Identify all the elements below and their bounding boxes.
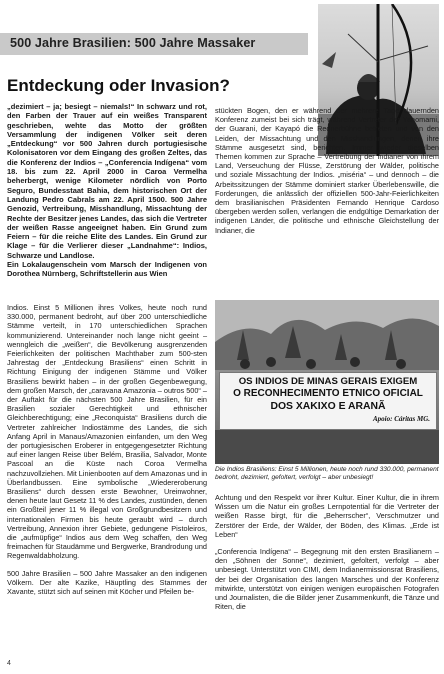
article-lead [7,102,207,279]
lead-paragraph: „dezimiert – ja; besiegt – niemals!“ In schwarz und rot, den Farben der Trauer auf ein weißes Transparent geschrieben, wehte das Motto der größten Versammlung der indigenen Völker seit deren „Entdeckung“ vor 500 Jahren durch portugiesische Kolonisatoren vor dem Eingang des großen Zeltes, das die Konferenz der Indios – „Conferencia Indígena“ vom 18. bis zum 22. April 2000 in Caroa Vermelha beherbergt, wenige Kilometer nördlich von Porto Seguro, Bundesstaat Bahia, dem historischen Ort der Landung Pedro Cabrals am 22. April 1500. 500 Jahre Genozid, Vertreibung, Misshandlung, Missachtung der Rechte der Besitzer jenes Landes, das sich die Vertreter der weißen Rasse angeeignet haben. Ein Grund zum Feiern – für die reiche Elite des Landes. Ein Grund zur Klage – für die Verlierer dieser „Landnahme“: Indios, Schwarze und Landlose. [7,102,207,260]
left-body-paragraph-1: Indios. Einst 5 Millionen ihres Volkes, heute noch rund 330.000, permanent bedroht, auf über 200 unterschiedliche Stämme verteilt, in 170 unterschiedlichen Sprachen kommunizierend. Untereinander noch lange nicht geeint – wenngleich die „weißen“, die Bevölkerung ausgrenzenden Feierlichkeiten der politischen Machthaber zum 500-sten Jahrestag der „Entdeckung Brasiliens“ einen Schritt in Richtung Einigung der indigenen Stämme und Völker Brasiliens bewirkt haben – in der großen Gegenbewegung, dem großen Marsch, der „caravana Amazonia – outros 500“ – der Auftakt für die nächsten 500 Jahre Brasilien, für ein Brasilien sozialer Gerechtigkeit und ethnischer Gleichberechtigung; eine „Reconquista“ Brasiliens durch die Vertreter zahlreicher Indiostämme des Landes, die sich Anfang April in Manaus/Amazonien einfanden, um den Weg der portugiesischen Eroberer in entgegengesetzter Richtung auf einer langen Reise über Belém, Brasilia, Salvador, Monte Pascoal an die Küste nach Coroa Vermelha nachzuvollziehen. Mit Linienbooten auf dem Amazonas und in Überlandbussen. Eine symbolische „Wiedereroberung Brasiliens“ durch dessen erste Bewohner, Ureinwohner, denen heute laut Gesetz 11 % des Landes, zustünden, denen ein Großteil jener 11 % illegal von Großgrundbesitzern und internationalen Firmen bis heute geraubt wird – durch Vertreibung, Annexion ihrer Gebiete, gedungene Pistoleiros, die „aufmüpfige“ Indios aus dem Weg schaffen, den Weg freimachen für Staudämme und Bergwerke, Brandrodung und Regenwaldabholzung. [7,303,207,561]
section-header-band [0,33,308,55]
left-column-body [7,303,207,596]
right-column-top [215,106,439,235]
photo-caption: Die Indios Brasiliens: Einst 5 Millionen, heute noch rund 330.000, permanent bedroht, dezimiert, gefoltert, verfolgt – aber unbesiegt! [215,466,439,482]
protest-banner-photo [215,300,439,464]
right-top-paragraph: stückten Bogen, den er während der mehrere Tage dauernden Konferenz zumeist bei sich trägt, während Vertreter der Yanomami, der Guarani, der Kayapó die Rednerbühne betreten und von den Leiden, der Missachtung und den Misshandlungen, denen ihre Stämme ausgesetzt sind, berichten. Immer wieder dieselben Themen kommen zur Sprache – Vertreibung der Indianer von ihrem Land, Verseuchung der Flüsse, Zerstörung der Wälder, politische und soziale Missachtung der Indios. „miséria“ – und dennoch – die Arbeitssitzungen der Stämme dominiert starker Überlebenswille, die Forderungen, die anlässlich der offiziellen 500-Jahr-Feierlichkeiten dem brasilianischen Präsidenten Fernando Henrique Cardoso übergeben werden sollen, verlangen die endgültige Demarkation der indigenen Länder, die politische und ethnische Gleichstellung der Indianer, die [215,106,439,235]
right-bottom-paragraph-1: Achtung und den Respekt vor ihrer Kultur. Einer Kultur, die in ihrem Wissen um die Natur ein großes Lernpotential für die Vertreter der weißen Rasse birgt, für die „Beherrscher“, Verschmutzer und Zerstörer der Erde, der Wälder, der Böden, des Klimas. „Erde ist Leben“ [215,493,439,539]
banner-text-line-1: OS INDIOS DE MINAS GERAIS EXIGEM [238,376,418,387]
article-headline: Entdeckung oder Invasion? [7,76,230,95]
right-column-bottom [215,493,439,611]
left-body-paragraph-2: 500 Jahre Brasilien – 500 Jahre Massaker an den indigenen Völkern. Der alte Kazike, Häuptling des Stammes der Xavante, stützt sich auf seinen mit Köcher und Pfeilen be- [7,568,207,597]
section-header-title: 500 Jahre Brasilien: 500 Jahre Massaker [10,36,256,50]
right-bottom-paragraph-2: „Conferencia Indígena“ – Begegnung mit den ersten Brasilianern – den „Söhnen der Sonne“, dezimiert, gefoltert, verfolgt – aber unbesiegt. Unterstützt von CIMI, dem Indianermissionsrat Brasiliens, der bei der Organisation des langen Marsches und der Konferenz mitwirkte, unterstützt von einigen wenigen europäischen Fotografen und Journalisten, die die Bilder jener Zusammenkunft, die Tänze und Riten, die [215,547,439,612]
banner-credit: Apoio: Cáritas MG. [373,415,430,423]
protest-banner [219,372,437,430]
page-number: 4 [7,660,11,667]
article-byline: Ein Lokalaugenschein vom Marsch der Indigenen von Dorothea Nürnberg, Schriftstellerin aus Wien [7,260,207,279]
banner-text-line-2: O RECONHECIMENTO ETNICO OFICIAL [233,388,423,399]
banner-text-line-3: DOS XAKIXO E ARANÃ [270,401,386,412]
